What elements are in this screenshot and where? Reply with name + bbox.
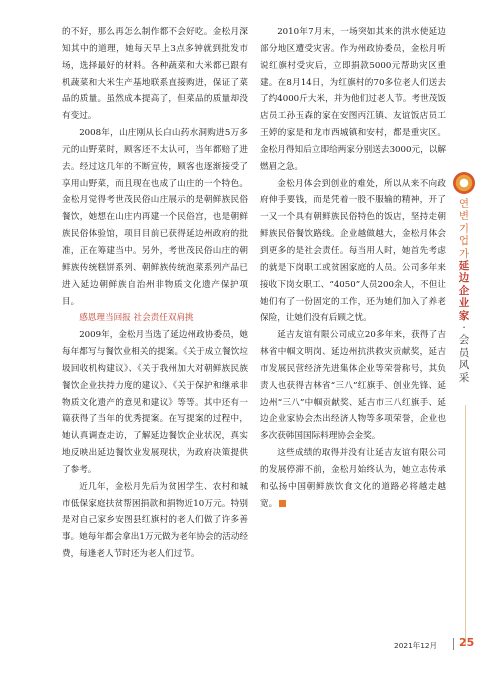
right-paragraph-2: 金松月体会到创业的难处，所以从来不向政府伸手要钱，而是凭着一股不服输的精神，开了一又一个具有朝鲜族民俗特色的饭店，坚持走朝鲜族民俗餐饮路线。企业越做越大，金松月体会到更多的是社会责任。每当用人时，她首先考虑的就是下岗职工或贫困家庭的人员。公司多年来接收下岗女职工、“4050”人员200余人，不但让她们有了一份固定的工作，还为她们加入了养老保险，让她们没有后顾之忧。 xyxy=(260,178,446,324)
left-column xyxy=(62,24,248,563)
side-tab-korean: 연변기업가 xyxy=(458,198,470,260)
right-paragraph-4-text: 这些成绩的取得并没有让延吉友谊有限公司的发展停滞不前，金松月始终认为，她立志传承和弘扬中国朝鲜族饮食文化的道路必将越走越宽。 xyxy=(260,448,446,509)
left-paragraph-3: 2009年，金松月当选了延边州政协委员，她每年都写与餐饮业相关的提案。《关于成立餐饮垃圾回收机构建议》、《关于我州加大对朝鲜族民族餐饮企业扶持力度的建议》、《关于保护和继承非物质文化遗产的意见和建议》等等。其中还有一篇获得了当年的优秀提案。在写提案的过程中，她认真调查走访，了解延边餐饮企业状况，真实地反映出延边餐饮业发展现状，为政府决策提供了参考。 xyxy=(62,330,248,475)
right-paragraph-1: 2010年7月末，一场突如其来的洪水使延边部分地区遭受灾害。作为州政协委员，金松月听说红旗村受灾后，立即捐款5000元帮助灾区重建。在8月14日，为红旗村的70多位老人们送去了约4000斤大米，并为他们过老人节。考世茂饭店员工孙玉森的家在安图丙江镇、友谊饭店员工王婷的家是和龙市西城镇和安村，都是重灾区。金松月得知后立即给两家分别送去3000元，以解燃眉之急。 xyxy=(260,27,446,172)
left-paragraph-2: 2008年，山庄刚从长白山药水洞购进5万多元的山野菜时，顾客还不太认可，当年都赔了进去。经过这几年的不断宣传，顾客也逐渐接受了享用山野菜，而且现在也成了山庄的一个特色。金松月觉得考世茂民俗山庄展示的是朝鲜族民俗餐饮，她想在山庄内再建一个民俗宫，也是朝鲜族民俗体验馆，项目目前已获得延边州政府的批准，正在筹建当中。另外，考世茂民俗山庄的朝鲜族传统糕饼系列、朝鲜族传统泡菜系列产品已进入延边朝鲜族自治州非物质文化遗产保护项目。 xyxy=(62,128,248,307)
side-tab-column-name: 延边企业家 xyxy=(458,260,470,322)
left-paragraph-4: 近几年，金松月先后为贫困学生、农村和城市低保家庭扶贫帮困捐款和捐物近10万元。特别是对自己家乡安图县红旗村的老人们做了许多善事。她每年都会拿出1万元做为老年协会的活动经费，每逢老人节时还为老人们过节。 xyxy=(62,481,248,560)
side-tab-text xyxy=(454,198,474,384)
footer-divider xyxy=(453,638,454,650)
right-column xyxy=(260,24,446,512)
right-paragraph-3: 延吉友谊有限公司成立20多年来，获得了吉林省中帼文明岗、延边州抗洪救灾贡献奖，延吉市发展民营经济先进集体企业等荣誉称号，其负责人也获得吉林省“三八”红旗手、创业先锋、延边州“三八”中帼贡献奖、延吉市三八红旗手、延边企业家协会杰出经济人物等多项荣誉，企业也多次获韩国国际料理协会金奖。 xyxy=(260,330,446,442)
side-tab-subtitle: 会员风采 xyxy=(458,334,470,384)
page-number: 25 xyxy=(459,636,475,649)
column-side-tab xyxy=(452,172,476,404)
side-divider xyxy=(465,405,466,645)
right-paragraph-4 xyxy=(260,445,446,512)
circular-emblem-icon xyxy=(453,172,475,194)
left-paragraph-1: 的不好，那么再怎么制作都不会好吃。金松月深知其中的道理，她每天早上3点多钟就到批发市场，选择最好的材料。各种蔬菜和大米都已跟有机蔬菜和大米生产基地联系直接购进，保证了菜品的质量。虽然成本提高了，但菜品的质量却没有变过。 xyxy=(62,27,248,122)
footer-date: 2021年12月 xyxy=(394,641,437,650)
end-mark-icon xyxy=(279,500,286,507)
section-heading: 感恩理当回报 社会责任双肩挑 xyxy=(79,313,194,324)
side-tab-separator: · xyxy=(462,322,466,335)
